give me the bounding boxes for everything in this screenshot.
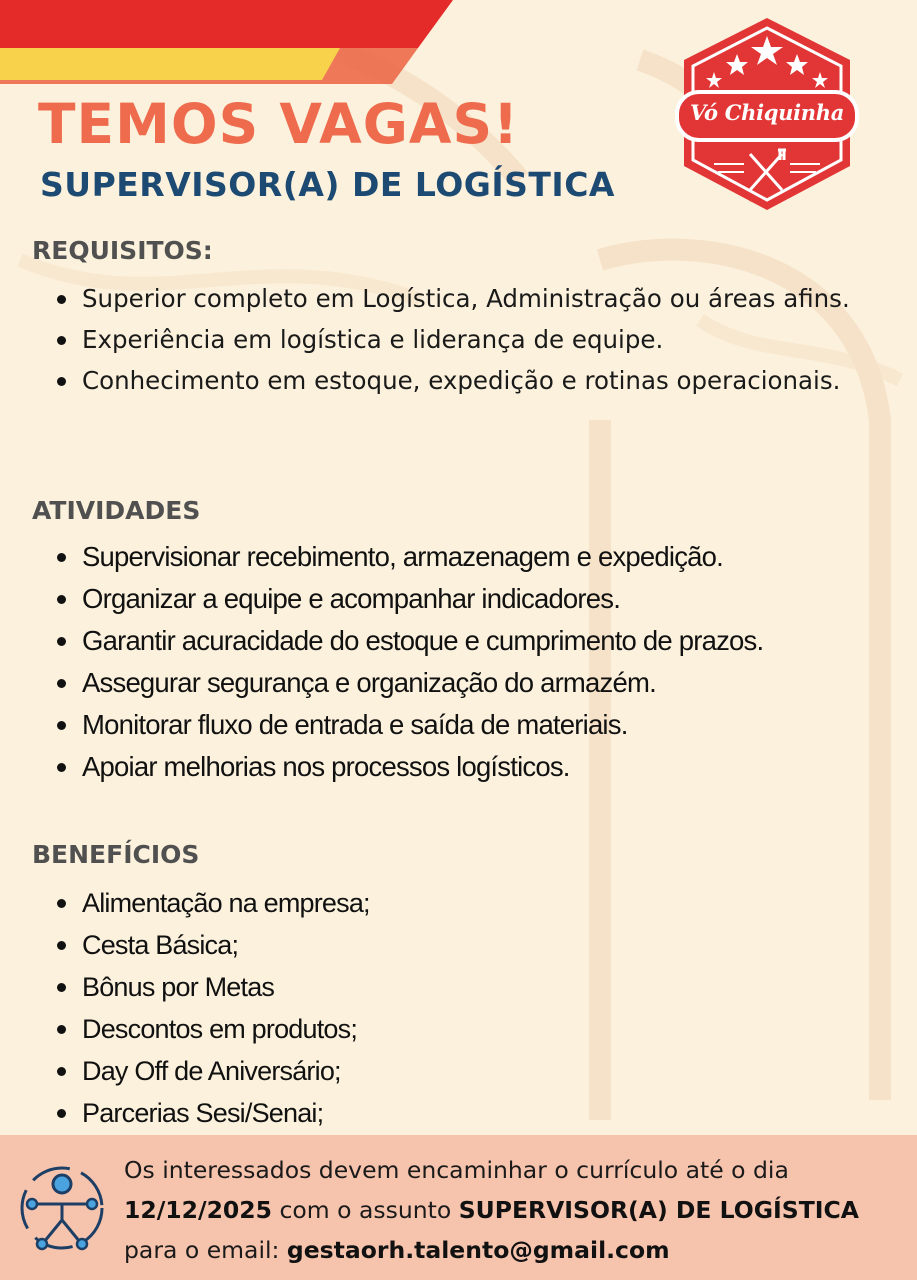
list-item: Conhecimento em estoque, expedição e rotinas operacionais.: [54, 360, 854, 401]
list-item: Monitorar fluxo de entrada e saída de materiais.: [54, 704, 868, 746]
header-stripes: [0, 0, 460, 100]
list-item: Parcerias Sesi/Senai;: [54, 1092, 654, 1134]
beneficios-list: [54, 882, 654, 1134]
contact-email[interactable]: gestaorh.talento@gmail.com: [286, 1236, 670, 1264]
list-item: Descontos em produtos;: [54, 1008, 654, 1050]
footer-line-2-mid: com o assunto: [279, 1196, 452, 1224]
list-item: Assegurar segurança e organização do armazém.: [54, 662, 868, 704]
footer-line-3: [124, 1230, 914, 1270]
list-item: Bônus por Metas: [54, 966, 654, 1008]
requisitos-list: [54, 278, 854, 401]
headline: TEMOS VAGAS!: [38, 92, 520, 156]
list-item: Organizar a equipe e acompanhar indicadores.: [54, 578, 868, 620]
list-item: Day Off de Aniversário;: [54, 1050, 654, 1092]
footer-line-3-prefix: para o email:: [124, 1236, 280, 1264]
brand-name: Vó Chiquinha: [689, 100, 845, 125]
requisitos-title: REQUISITOS:: [32, 236, 213, 265]
list-item: Cesta Básica;: [54, 924, 654, 966]
list-item: Experiência em logística e liderança de equipe.: [54, 319, 854, 360]
list-item: Supervisionar recebimento, armazenagem e expedição.: [54, 536, 868, 578]
footer-line-2: [124, 1190, 914, 1230]
list-item: Superior completo em Logística, Administração ou áreas afins.: [54, 278, 854, 319]
atividades-list: [54, 536, 868, 788]
list-item: Garantir acuracidade do estoque e cumprimento de prazos.: [54, 620, 868, 662]
brand-logo: [674, 14, 860, 214]
footer-contact: [0, 1135, 917, 1280]
atividades-title: ATIVIDADES: [32, 496, 201, 525]
email-subject: SUPERVISOR(A) DE LOGÍSTICA: [458, 1196, 859, 1224]
footer-text: [124, 1150, 914, 1270]
deadline-date: 12/12/2025: [124, 1196, 272, 1224]
footer-line-1: Os interessados devem encaminhar o currículo até o dia: [124, 1156, 789, 1184]
list-item: Alimentação na empresa;: [54, 882, 654, 924]
list-item: Apoiar melhorias nos processos logísticos.: [54, 746, 868, 788]
accessibility-person-icon: [14, 1160, 110, 1256]
job-title: SUPERVISOR(A) DE LOGÍSTICA: [40, 165, 615, 204]
beneficios-title: BENEFÍCIOS: [32, 840, 200, 869]
